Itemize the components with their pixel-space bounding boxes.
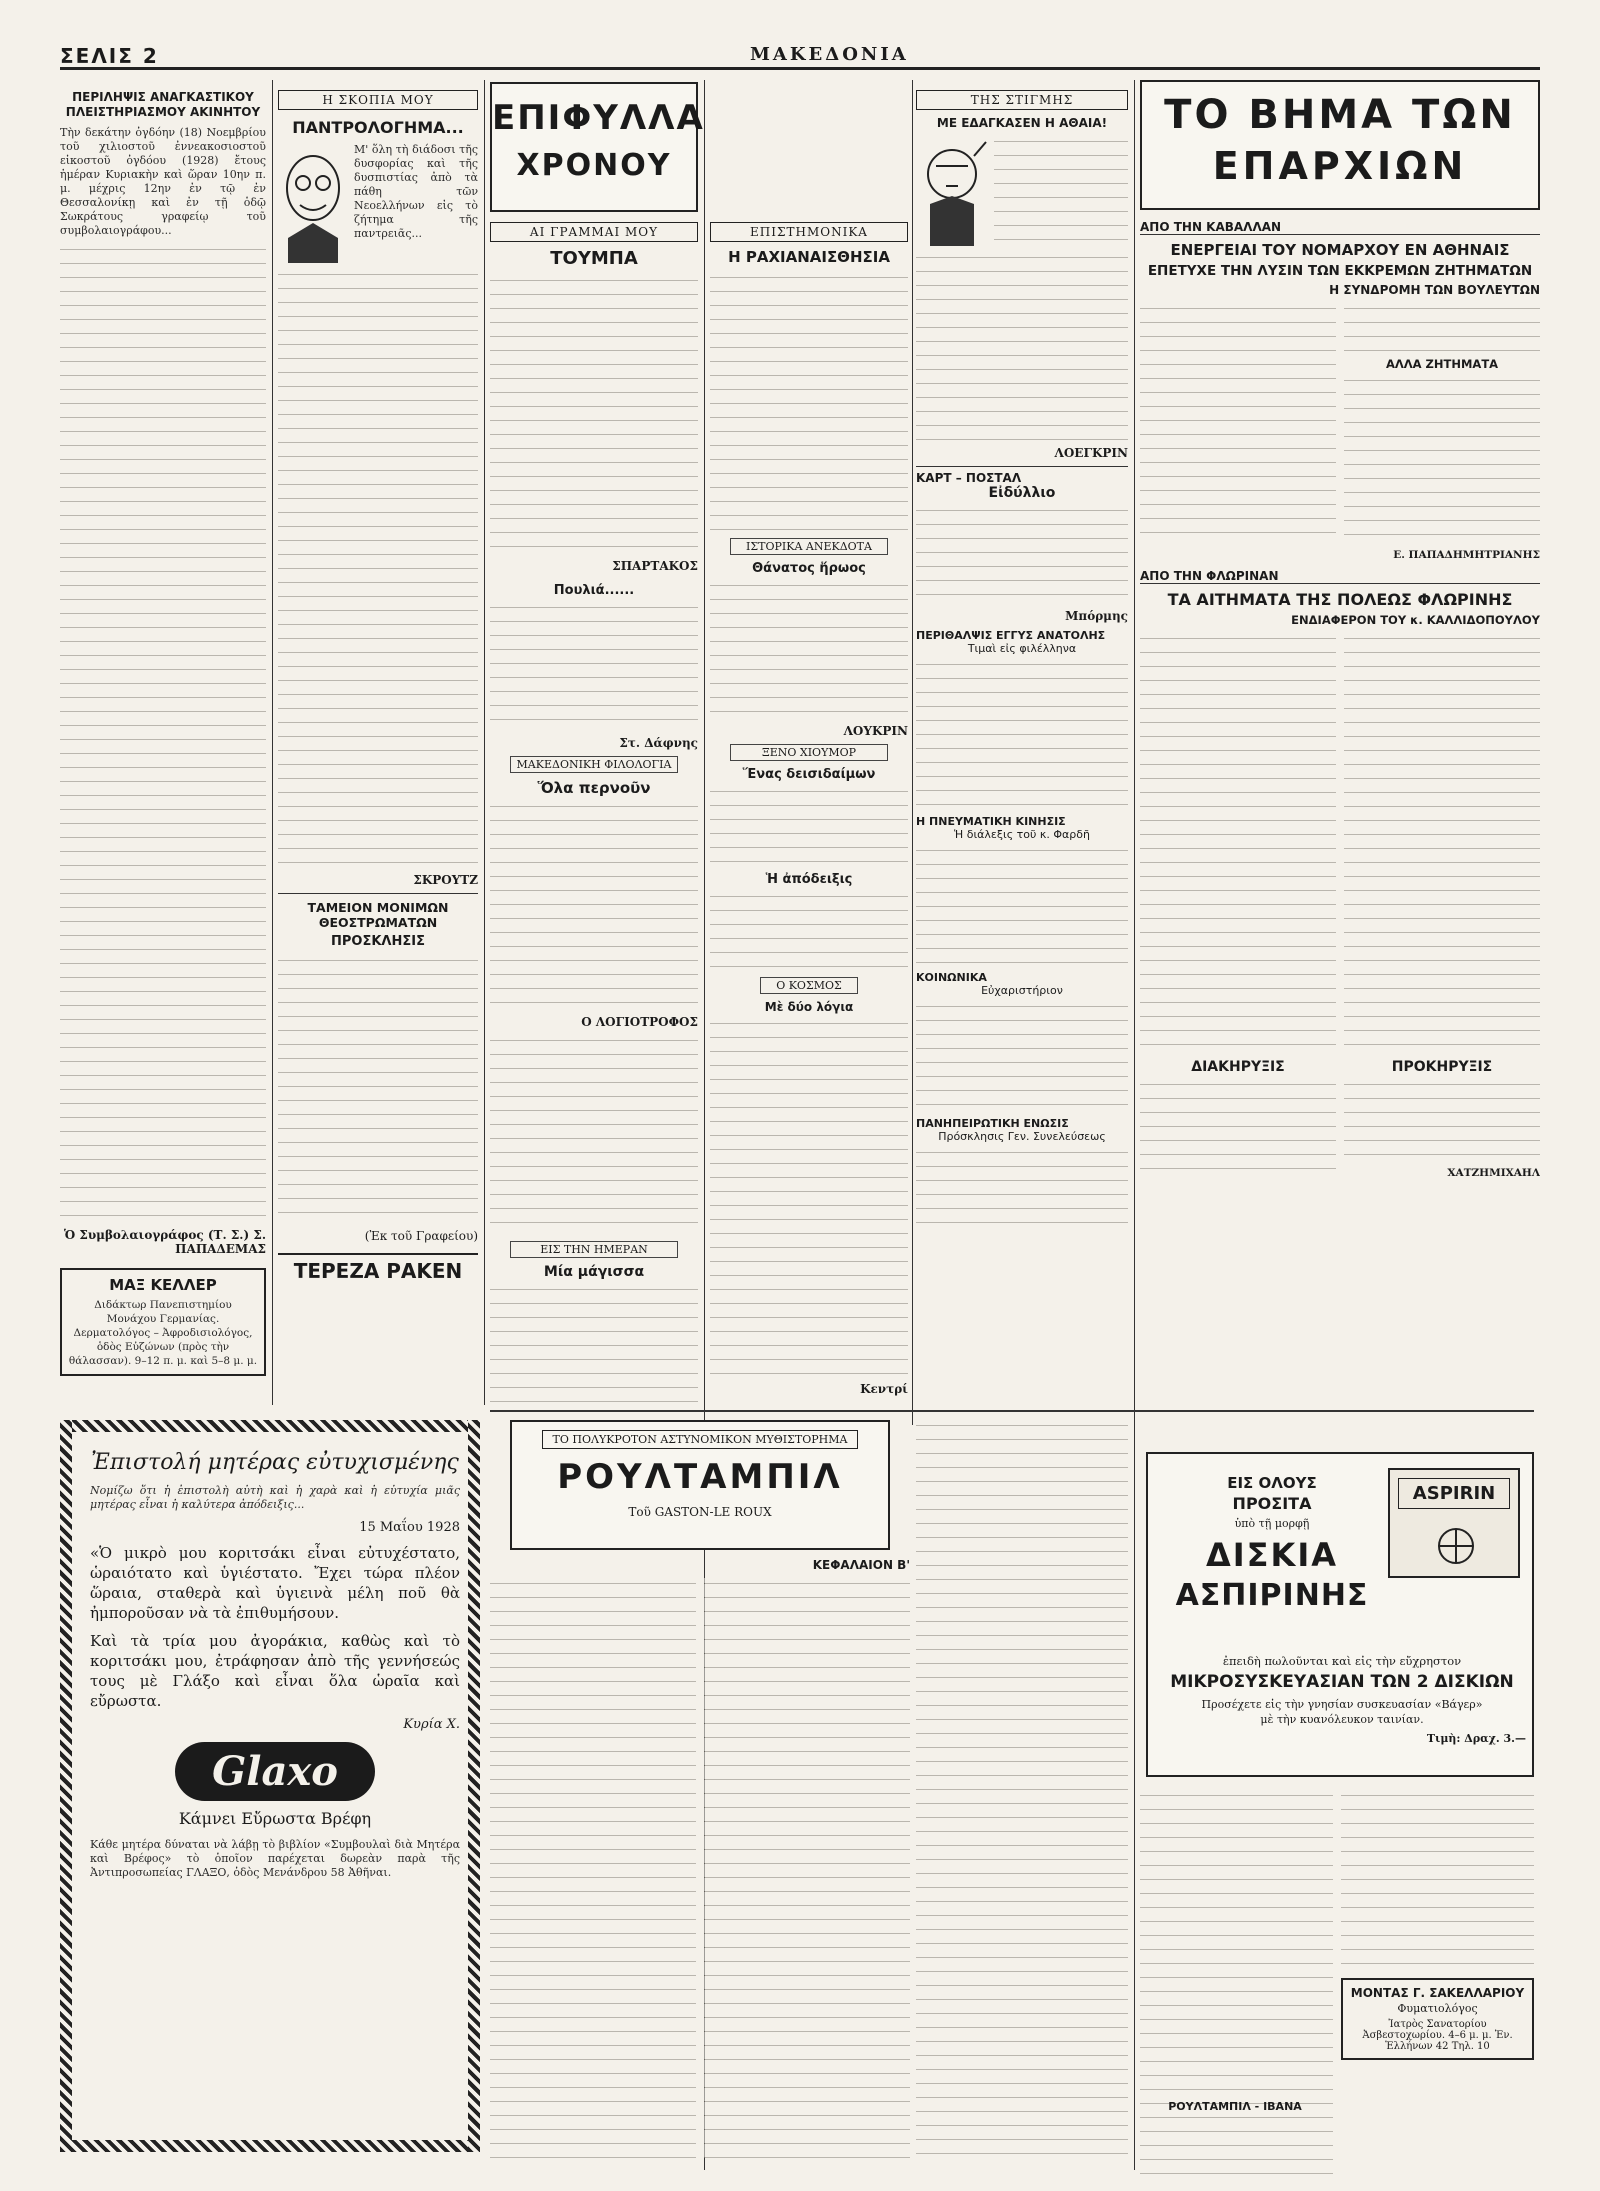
glaxo-border-top [60, 1420, 480, 1432]
section-pneumatiki: Η ΠΝΕΥΜΑΤΙΚΗ ΚΙΝΗΣΙΣ [916, 815, 1066, 828]
banner-eparchion: ΕΠΑΡΧΙΩΝ [1212, 144, 1468, 188]
epistimonika-header: ΕΠΙΣΤΗΜΟΝΙΚΑ [710, 222, 908, 242]
kavala-body-left [1140, 303, 1336, 543]
aspirin-package-illustration [1388, 1468, 1520, 1578]
column-epifylla [490, 222, 698, 1402]
section-panipeirotiki-sub: Πρόσκλησις Γεν. Συνελεύσεως [938, 1130, 1106, 1143]
perithalpsis-body-text [916, 659, 1128, 809]
magic-body-text [490, 1284, 698, 1402]
skopia-header: Η ΣΚΟΠΙΑ ΜΟΥ [278, 90, 478, 110]
section-koinonika-sub: Εὐχαριστήριον [981, 984, 1063, 997]
card-body-text [916, 505, 1128, 605]
doctor-address: Ἰατρὸς Σανατορίου Ἀσβεστοχωρίου. 4–6 μ. μ. Ἐν. Ἑλλήνων 42 Τηλ. 10 [1362, 2019, 1513, 2052]
stigmis-header: ΤΗΣ ΣΤΙΓΜΗΣ [916, 90, 1128, 110]
florina-header: ΑΠΟ ΤΗΝ ΦΛΩΡΙΝΑΝ [1140, 569, 1540, 584]
kavala-subtitle: ΕΠΕΤΥΧΕ ΤΗΝ ΛΥΣΙΝ ΤΩΝ ΕΚΚΡΕΜΩΝ ΖΗΤΗΜΑΤΩΝ [1147, 263, 1533, 279]
aspirin-line5: ΑΣΠΙΡΙΝΗΣ [1175, 1578, 1369, 1613]
banner-xronou: ΧΡΟΝΟΥ [516, 148, 672, 183]
keller-ad-title: ΜΑΞ ΚΕΛΛΕΡ [109, 1276, 217, 1294]
notice-body-text [60, 244, 266, 1224]
banner-epifylla: ΕΠΙΦΥΛΛΑ [492, 98, 705, 138]
section-pneumatiki-sub: Ἡ διάλεξις τοῦ κ. Φαρδῆ [954, 828, 1090, 841]
notice-title: ΠΕΡΙΛΗΨΙΣ ΑΝΑΓΚΑΣΤΙΚΟΥ ΠΛΕΙΣΤΗΡΙΑΣΜΟΥ ΑΚΙΝΗΤΟΥ [65, 90, 261, 119]
serial-end-label: ΡΟΥΛΤΑΜΠΙΛ - ΙΒΑΝΑ [1168, 2100, 1302, 2113]
florina-title: ΤΑ ΑΙΤΗΜΑΤΑ ΤΗΣ ΠΟΛΕΩΣ ΦΛΩΡΙΝΗΣ [1167, 590, 1513, 609]
column-vima-eparchion [1140, 80, 1540, 1450]
diakirixis-body [1140, 1079, 1336, 1179]
toumpa-signature: ΣΠΑΡΤΑΚΟΣ [612, 559, 698, 573]
section-koinonika: ΚΟΙΝΩΝΙΚΑ [916, 971, 987, 984]
section-perithalpsis-sub: Τιμαὶ εἰς φιλέλληνα [967, 642, 1077, 655]
mosquito-caricature-illustration [916, 136, 988, 246]
section-perithalpsis: ΠΕΡΙΘΑΛΨΙΣ ΕΓΓΥΣ ΑΝΑΤΟΛΗΣ [916, 629, 1106, 642]
doctor-ad [1341, 1978, 1534, 2060]
serial-top-label: ΤΟ ΠΟΛΥΚΡΟΤΟΝ ΑΣΤΥΝΟΜΙΚΟΝ ΜΥΘΙΣΤΟΡΗΜΑ [542, 1430, 858, 1449]
serial-novel-left [490, 1420, 910, 2190]
card-header: ΚΑΡΤ – ΠΟΣΤΑΛ [916, 466, 1128, 485]
keller-ad-text: Διδάκτωρ Πανεπιστημίου Μονάχου Γερμανίας. Δερματολόγος – Ἀφροδισιολόγος, ὁδὸς Εὐζώνων (πρὸς τὴν θάλασσαν). 9–12 π. μ. καὶ 5–8 μ. μ. [68, 1299, 258, 1367]
proof-title: Ἡ ἀπόδειξις [765, 872, 853, 887]
glaxo-advertisement [90, 1450, 460, 2140]
prokirixis-title: ΠΡΟΚΗΡΥΞΙΣ [1391, 1059, 1493, 1075]
world-signature: Κεντρί [860, 1382, 908, 1396]
philology-body-text [490, 801, 698, 1011]
tereza-raken-title: ΤΕΡΕΖΑ ΡΑΚΕΝ [278, 1253, 478, 1283]
glaxo-signature: Κυρία Χ. [403, 1717, 460, 1732]
notice-signature: Ὁ Συμβολαιογράφος (Τ. Σ.) Σ. ΠΑΠΑΔΕΜΑΣ [63, 1228, 266, 1256]
page-number: ΣΕΛΙΣ 2 [60, 44, 159, 68]
masthead [60, 44, 1540, 70]
magic-header: ΕΙΣ ΤΗΝ ΗΜΕΡΑΝ [510, 1241, 678, 1258]
aspirin-line6: ἐπειδὴ πωλοῦνται καὶ εἰς τὴν εὔχρηστον [1222, 1654, 1462, 1668]
skopia-text: Μ' ὅλη τὴ διάδοσι τῆς δυσφορίας καὶ τῆς δυσπιστίας ἀπὸ τὰ πάθη τῶν Νεοελλήνων εἰς τὸ ζήτημα τῆς παντρειᾶς... [354, 143, 478, 240]
florina-subtitle: ΕΝΔΙΑΦΕΡΟΝ ΤΟΥ κ. ΚΑΛΛΙΔΟΠΟΥΛΟΥ [1291, 613, 1540, 627]
column-legal-notice [60, 90, 266, 1410]
world-header: Ο ΚΟΣΜΟΣ [760, 977, 858, 994]
aspirin-price: Τιμὴ: Δραχ. 3.— [1426, 1732, 1526, 1745]
glaxo-intro: Νομίζω ὅτι ἡ ἐπιστολὴ αὐτὴ καὶ ἡ χαρὰ καὶ ἡ εὐτυχία μιᾶς μητέρας εἶναι ἡ καλύτερα ἀπόδειξις... [90, 1484, 460, 1511]
serial-text-col2 [704, 1578, 910, 2158]
grammai-header: ΑΙ ΓΡΑΜΜΑΙ ΜΟΥ [490, 222, 698, 242]
glaxo-title: Ἐπιστολή μητέρας εὐτυχισμένης [91, 1450, 459, 1475]
kavala-subtitle-2: Η ΣΥΝΔΡΟΜΗ ΤΩΝ ΒΟΥΛΕΥΤΩΝ [1329, 283, 1540, 297]
aspirin-line4: ΔΙΣΚΙΑ [1206, 1536, 1338, 1574]
vima-banner [1140, 80, 1540, 210]
toumpa-body-text [490, 275, 698, 555]
toumpa-title: ΤΟΥΜΠΑ [550, 248, 638, 269]
column-skopia [278, 90, 478, 1410]
caricature-illustration [278, 143, 348, 263]
serial-novel-right [1140, 1790, 1534, 2190]
card-title: Εἰδύλλιο [988, 485, 1056, 501]
glaxo-border-bottom [60, 2140, 480, 2152]
doctor-role: Φυματιολόγος [1397, 2002, 1478, 2015]
poem-title: Πουλιά...... [553, 583, 635, 598]
glaxo-logo: Glaxo [175, 1742, 375, 1801]
anecdote-title: Θάνατος ἥρωος [752, 561, 866, 576]
stigmis-body-text [916, 252, 1128, 442]
card-signature: Μπόρμης [1065, 609, 1128, 623]
aspirin-line1: ΕΙΣ ΟΛΟΥΣ [1227, 1474, 1317, 1492]
alla-zitimata-body [1344, 375, 1540, 545]
rachianaisthisia-body-text [710, 272, 908, 532]
stigmis-signature: ΛΟΕΓΚΡΙΝ [1054, 446, 1128, 460]
doctor-name: ΜΟΝΤΑΣ Γ. ΣΑΚΕΛΛΑΡΙΟΥ [1350, 1986, 1525, 2000]
philology-signature: Ο ΛΟΓΙΟΤΡΟΦΟΣ [581, 1015, 698, 1029]
serial-novel-middle [916, 1420, 1128, 2190]
humor-body-text [710, 786, 908, 866]
glaxo-border-left [60, 1420, 72, 2152]
serial-author: Τοῦ GASTON-LE ROUX [628, 1505, 772, 1519]
column-stigmis [916, 90, 1128, 1420]
glaxo-slogan: Κάμνει Εὔρωστα Βρέφη [178, 1809, 372, 1828]
florina-body-left [1140, 633, 1336, 1053]
aspirin-line7: ΜΙΚΡΟΣΥΣΚΕΥΑΣΙΑΝ ΤΩΝ 2 ΔΙΣΚΙΩΝ [1170, 1672, 1514, 1692]
serial-banner [510, 1420, 890, 1550]
world-title: Μὲ δύο λόγια [764, 1000, 854, 1014]
alla-zitimata-title: ΑΛΛΑ ΖΗΤΗΜΑΤΑ [1385, 357, 1499, 371]
tameion-signature: (Ἐκ τοῦ Γραφείου) [364, 1229, 478, 1243]
world-body-text [710, 1018, 908, 1378]
rachianaisthisia-title: Η ΡΑΧΙΑΝΑΙΣΘΗΣΙΑ [728, 248, 890, 266]
kavala-title: ΕΝΕΡΓΕΙΑΙ ΤΟΥ ΝΟΜΑΡΧΟΥ ΕΝ ΑΘΗΝΑΙΣ [1170, 241, 1510, 259]
kavala-body-right [1344, 303, 1540, 353]
serial-divider [490, 1410, 1534, 1412]
glaxo-date: 15 Μαΐου 1928 [359, 1520, 460, 1535]
serial-text-col4 [1140, 1790, 1333, 2180]
column-rule [272, 80, 273, 1405]
diakirixis-title: ΔΙΑΚΗΡΥΞΙΣ [1191, 1059, 1285, 1075]
serial-title: ΡΟΥΛΤΑΜΠΙΛ [557, 1457, 843, 1497]
kavala-header: ΑΠΟ ΤΗΝ ΚΑΒΑΛΛΑΝ [1140, 220, 1540, 235]
proof-body-text [710, 891, 908, 971]
stigmis-title: ΜΕ ΕΔΑΓΚΑΣΕΝ Η ΑΘΑΙΑ! [936, 116, 1108, 130]
epifylla-banner [490, 82, 910, 222]
glaxo-border-right [468, 1420, 480, 2152]
skopia-title: ΠΑΝΤΡΟΛΟΓΗΜΑ... [292, 118, 464, 137]
skopia-signature: ΣΚΡΟΥΤΖ [413, 873, 478, 887]
magic-title: Μία μάγισσα [543, 1264, 645, 1280]
serial-text-col5 [1341, 1790, 1534, 1970]
section-panipeirotiki: ΠΑΝΗΠΕΙΡΩΤΙΚΗ ΕΝΩΣΙΣ [916, 1117, 1069, 1130]
skopia-body-text [278, 269, 478, 869]
poem-signature: Στ. Δάφνης [619, 736, 698, 750]
serial-chapter: ΚΕΦΑΛΑΙΟΝ Β' [812, 1558, 910, 1572]
glaxo-footer: Κάθε μητέρα δύναται νὰ λάβῃ τὸ βιβλίον «Συμβουλαὶ διὰ Μητέρα καὶ Βρέφος» τὸ ὁποῖον παρέχεται δωρεὰν παρὰ τῆς Ἀντιπροσωπείας ΓΛΑΞΟ, ὁδὸς Μενάνδρου 58 Ἀθῆναι. [90, 1838, 460, 1879]
pneumatiki-body-text [916, 845, 1128, 965]
anecdote-signature: ΛΟΥΚΡΙΝ [843, 724, 908, 738]
aspirin-line9: μὲ τὴν κυανόλευκον ταινίαν. [1260, 1713, 1424, 1726]
tameion-subtitle: ΠΡΟΣΚΛΗΣΙΣ [331, 934, 425, 949]
humor-title: Ἕνας δεισιδαίμων [742, 767, 876, 782]
serial-text-col3 [916, 1420, 1128, 2160]
philology-title: Ὅλα περνοῦν [537, 779, 651, 797]
column-epistimonika [710, 222, 908, 1402]
panipeirotiki-body-text [916, 1147, 1128, 1227]
keller-ad [60, 1268, 266, 1376]
prokirixis-signature: ΧΑΤΖΗΜΙΧΑΗΛ [1447, 1167, 1540, 1179]
stigmis-intro-text [994, 136, 1128, 246]
glaxo-paragraph-2: Καὶ τὰ τρία μου ἀγοράκια, καθὼς καὶ τὸ κοριτσάκι μου, ἐτράφησαν ἀπὸ τῆς γεννήσεώς τους μὲ Γλάξο καὶ εἶναι ὅλα ὡραῖα καὶ εὔρωστα. [90, 1632, 460, 1710]
column-rule [1134, 80, 1135, 2170]
notice-intro: Τὴν δεκάτην ὀγδόην (18) Νοεμβρίου τοῦ χιλιοστοῦ ἐννεακοσιοστοῦ εἰκοστοῦ ὀγδόου (1928) ἔτους ἡμέραν Κυριακὴν καὶ ὥραν 10ην π. μ. μέχρις 12ην ἐν τῷ ἐν Θεσσαλονίκῃ καὶ ἐν τῇ ὁδῷ Σωκράτους γραφείῳ τοῦ συμβολαιογράφου... [60, 126, 266, 237]
aspirin-advertisement [1146, 1452, 1534, 1777]
anecdote-body-text [710, 580, 908, 720]
glaxo-paragraph-1: «Ὁ μικρὸ μου κοριτσάκι εἶναι εὐτυχέστατο, ὡραιότατο καὶ ὑγιέστατο. Ἔχει τώρα πλέον ὥραια, σταθερὰ καὶ ὑγιεινὰ μέλη ποῦ θὰ ἠμποροῦσαν νὰ τὰ ἐπιθυμήσουν. [90, 1544, 460, 1622]
bayer-cross-icon [1436, 1526, 1476, 1566]
poem-body-text [490, 602, 698, 732]
anecdote-header: ΙΣΤΟΡΙΚΑ ΑΝΕΚΔΟΤΑ [730, 538, 888, 555]
column-rule [484, 80, 485, 1405]
banner-vima: ΤΟ ΒΗΜΑ ΤΩΝ [1164, 92, 1516, 138]
paper-name: ΜΑΚΕΔΟΝΙΑ [750, 44, 909, 65]
aspirin-line3: ὑπὸ τῇ μορφῇ [1234, 1517, 1310, 1530]
prokirixis-body [1344, 1079, 1540, 1163]
florina-body-right [1344, 633, 1540, 1053]
kavala-signature: Ε. ΠΑΠΑΔΗΜΗΤΡΙΑΝΗΣ [1393, 549, 1540, 561]
humor-header: ΞΕΝΟ ΧΙΟΥΜΟΡ [730, 744, 888, 761]
aspirin-line8: Προσέχετε εἰς τὴν γνησίαν συσκευασίαν «Βάγερ» [1201, 1698, 1483, 1711]
philology-header: ΜΑΚΕΔΟΝΙΚΗ ΦΙΛΟΛΟΓΙΑ [510, 756, 678, 773]
alitheies-body-text [490, 1035, 698, 1235]
koinonika-body-text [916, 1001, 1128, 1111]
tameion-body-text [278, 955, 478, 1225]
serial-text-col1 [490, 1578, 696, 2158]
aspirin-line2: ΠΡΟΣΙΤΑ [1232, 1494, 1312, 1513]
column-rule [912, 80, 913, 1425]
aspirin-box-label: ASPIRIN [1398, 1478, 1510, 1509]
tameion-title: ΤΑΜΕΙΟΝ ΜΟΝΙΜΩΝ ΘΕΟΣΤΡΩΜΑΤΩΝ [307, 900, 449, 930]
